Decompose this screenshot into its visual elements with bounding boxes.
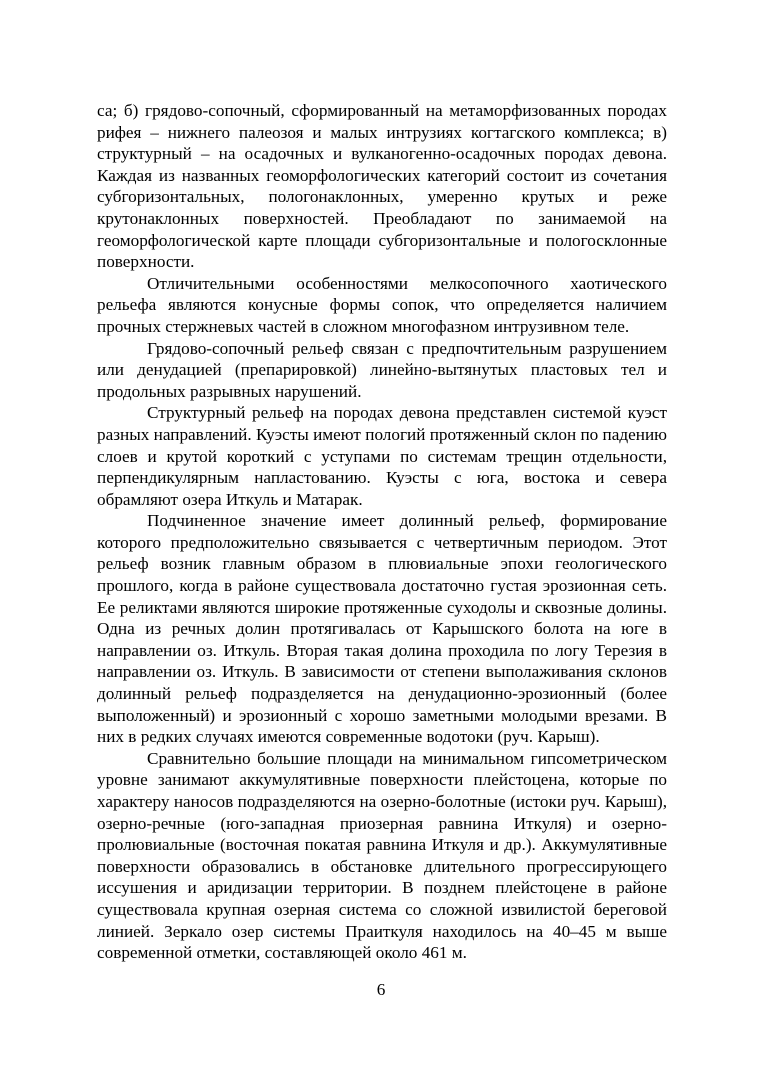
page-number: 6 bbox=[376, 980, 386, 999]
paragraph-ridge-hills: Грядово-сопочный рельеф связан с предпочтительным разрушением или денудацией (препарировкой) линейно-вытянутых пластовых тел и продольных разрывных нарушений. bbox=[97, 338, 667, 401]
paragraph-conical-hills: Отличительными особенностями мелкосопочного хаотического рельефа являются конусные формы сопок, что определяется наличием прочных стержневых частей в сложном многофазном интрузивном теле. bbox=[97, 273, 667, 336]
body-text bbox=[97, 100, 667, 964]
paragraph-structural-relief: Структурный рельеф на породах девона представлен системой куэст разных направлений. Куэсты имеют пологий протяженный склон по падению слоев и крутой короткий с уступами по системам трещин отдельности, перпендикулярным напластованию. Куэсты с юга, востока и севера обрамляют озера Иткуль и Матарак. bbox=[97, 403, 667, 509]
paragraph-continuation: са; б) грядово-сопочный, сформированный на метаморфизованных породах рифея – нижнего палеозоя и малых интрузиях когтагского комплекса; в) структурный – на осадочных и вулканогенно-осадочных породах девона. Каждая из названных геоморфологических категорий состоит из сочетания субгоризонтальных, пологонаклонных, умеренно крутых и реже крутонаклонных поверхностей. Преобладают по занимаемой на геоморфологической карте площади субгоризонтальные и пологосклонные поверхности. bbox=[97, 101, 667, 272]
paragraph-valley-relief: Подчиненное значение имеет долинный рельеф, формирование которого предположительно связывается с четвертичным периодом. Этот рельеф возник главным образом в плювиальные эпохи геологического прошлого, когда в районе существовала достаточно густая эрозионная сеть. Ее реликтами являются широкие протяженные суходолы и сквозные долины. Одна из речных долин протягивалась от Карышского болота на юге в направлении оз. Иткуль. Вторая такая долина проходила по логу Терезия в направлении оз. Иткуль. В зависимости от степени выполаживания склонов долинный рельеф подразделяется на денудационно-эрозионный (более выположенный) и эрозионный с хорошо заметными молодыми врезами. В них в редких случаях имеются современные водотоки (руч. Карыш). bbox=[97, 511, 667, 747]
paragraph-accumulative-surfaces: Сравнительно большие площади на минимальном гипсометрическом уровне занимают аккумулятивные поверхности плейстоцена, которые по характеру наносов подразделяются на озерно-болотные (истоки руч. Карыш), озерно-речные (юго-западная приозерная равнина Иткуля) и озерно-пролювиальные (восточная покатая равнина Иткуля и др.). Аккумулятивные поверхности образовались в обстановке длительного прогрессирующего иссушения и аридизации территории. В позднем плейстоцене в районе существовала крупная озерная система со сложной извилистой береговой линией. Зеркало озер системы Праиткуля находилось на 40–45 м выше современной отметки, составляющей около 461 м. bbox=[97, 748, 667, 963]
